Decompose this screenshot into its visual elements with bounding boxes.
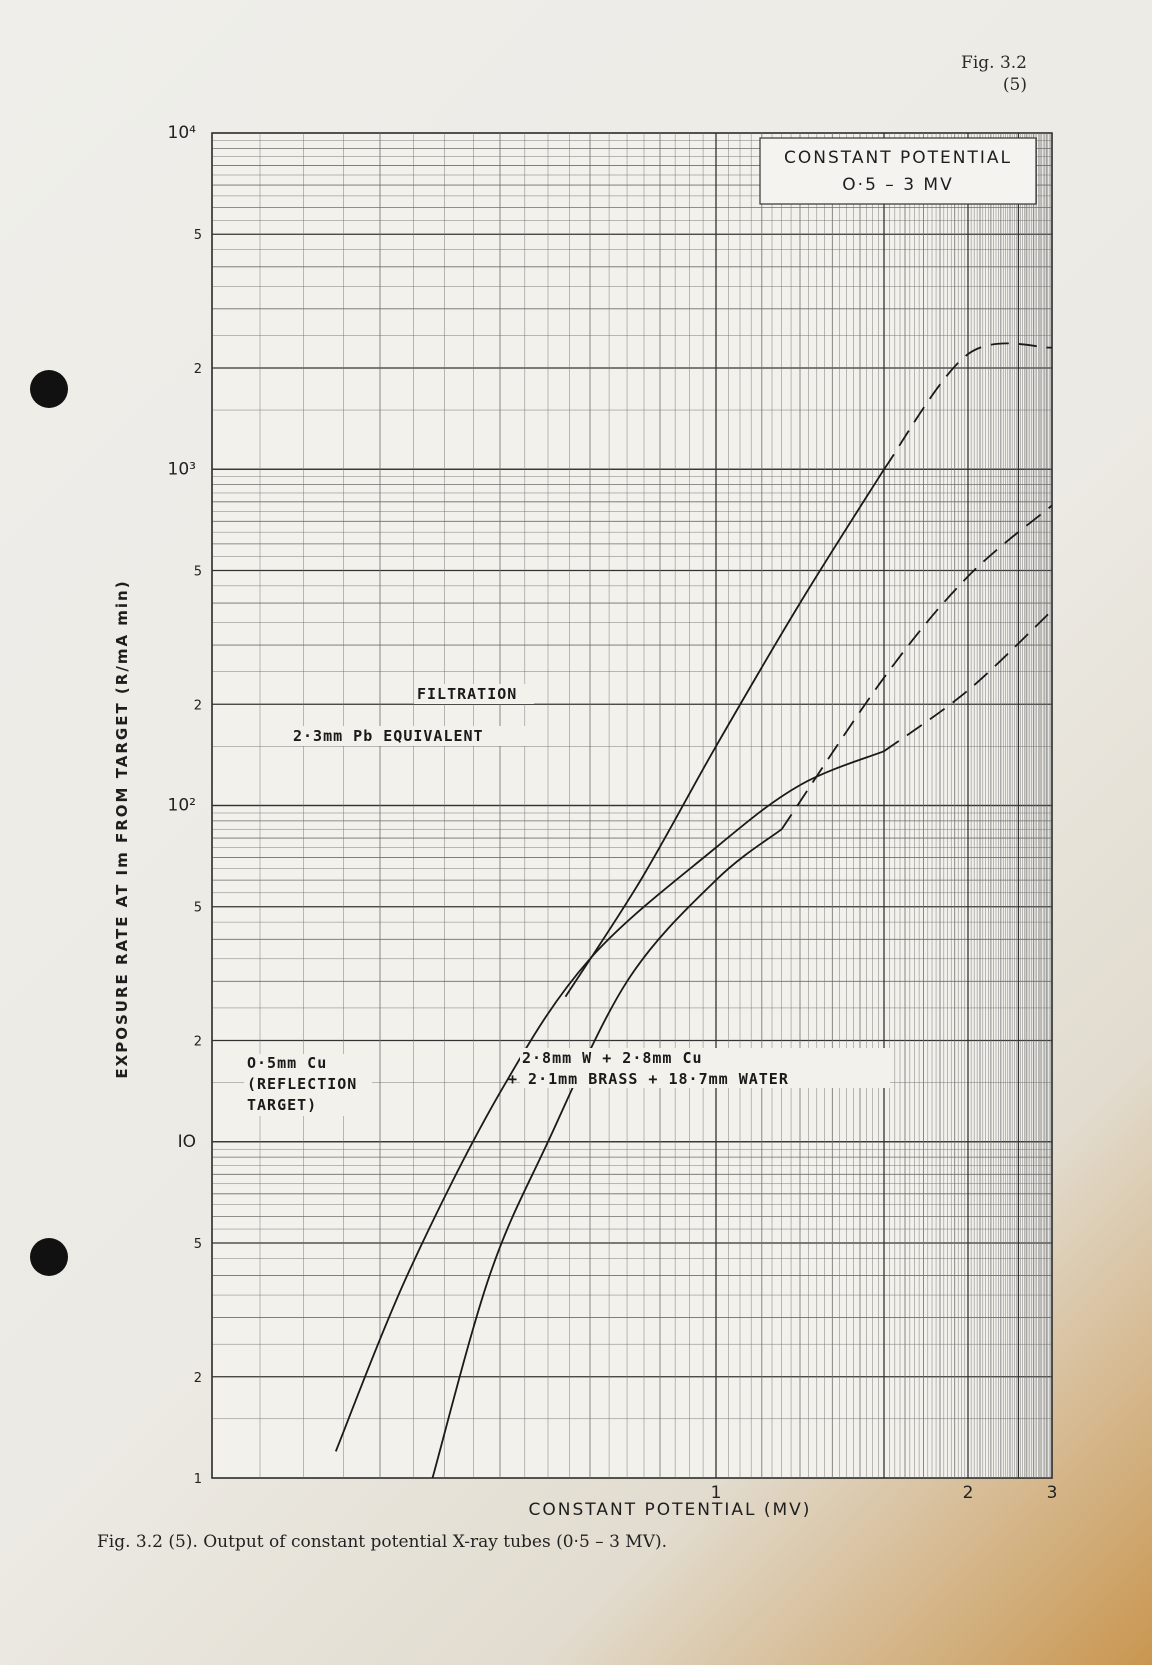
figure-number: Fig. 3.2 [961, 53, 1027, 73]
annotation-w-cu-filter: 2·8mm W + 2·8mm Cu [522, 1049, 703, 1067]
annotation-reflection: (REFLECTION [247, 1075, 358, 1093]
y-tick-label: 5 [193, 228, 202, 244]
y-tick-label: 5 [193, 564, 202, 580]
y-tick-label: 2 [193, 1034, 202, 1050]
annotation-pb-equivalent: 2·3mm Pb EQUIVALENT [293, 727, 484, 745]
legend-box-line2: O·5 – 3 MV [842, 175, 954, 195]
annotation-target: TARGET) [247, 1096, 318, 1114]
y-tick-label: 10⁴ [167, 123, 196, 143]
y-tick-label: 10³ [167, 459, 196, 480]
annotation-brass-water: + 2·1mm BRASS + 18·7mm WATER [508, 1070, 789, 1088]
y-tick-label: 1 [193, 1472, 202, 1487]
y-tick-label: 2 [193, 362, 202, 378]
y-tick-label: 10² [167, 795, 196, 816]
y-axis-label: EXPOSURE RATE AT Im FROM TARGET (R/mA min) [113, 579, 131, 1079]
x-axis-label: CONSTANT POTENTIAL (MV) [528, 1500, 812, 1520]
x-tick-label: 3 [1046, 1483, 1058, 1503]
x-tick-label: 2 [962, 1483, 974, 1503]
figure-caption: Fig. 3.2 (5). Output of constant potential X-ray tubes (0·5 – 3 MV). [97, 1532, 668, 1552]
annotation-filtration: FILTRATION [417, 685, 518, 703]
y-tick-label: 2 [193, 698, 202, 714]
x-tick-label: 1 [710, 1483, 722, 1503]
y-tick-label: 5 [193, 900, 202, 916]
y-tick-label: IO [177, 1131, 196, 1152]
annotation-cu-filter: O·5mm Cu [247, 1054, 328, 1072]
legend-box [760, 138, 1036, 204]
y-tick-label: 5 [193, 1236, 202, 1252]
y-tick-label: 2 [193, 1370, 202, 1386]
legend-box-line1: CONSTANT POTENTIAL [784, 148, 1012, 168]
figure-subnumber: (5) [1002, 75, 1027, 95]
